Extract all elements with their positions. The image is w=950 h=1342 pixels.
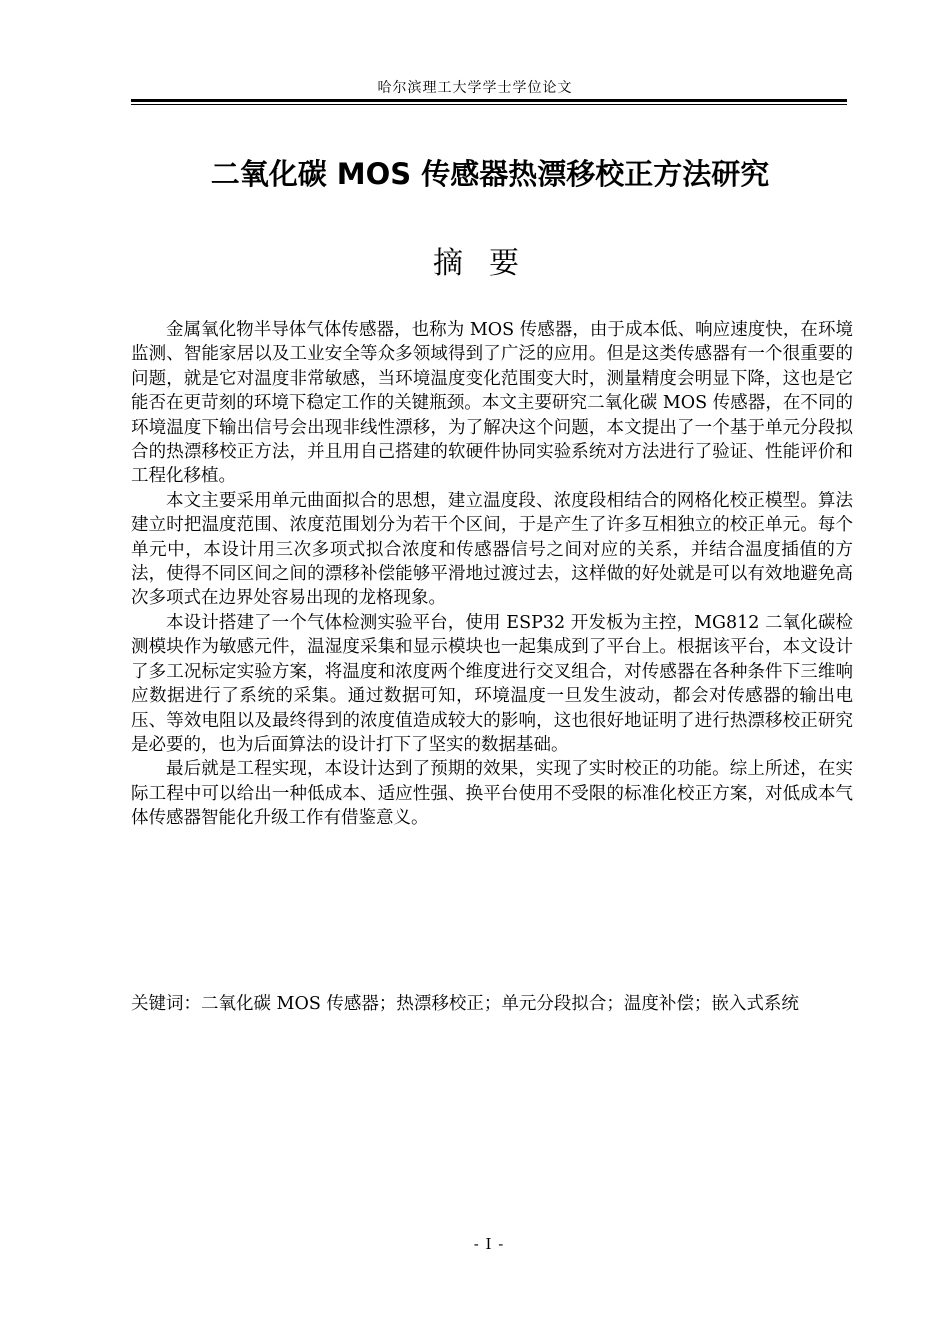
thesis-title: 二氧化碳 MOS 传感器热漂移校正方法研究: [210, 157, 770, 191]
abstract-paragraph-3: 本设计搭建了一个气体检测实验平台，使用 ESP32 开发板为主控，MG812 二氧化碳检测模块作为敏感元件，温湿度采集和显示模块也一起集成到了平台上。根据该平台，本文设计了多工况标定实验方案，将温度和浓度两个维度进行交叉组合，对传感器在各种条件下三维响应数据进行了系统的采集。通过数据可知，环境温度一旦发生波动，都会对传感器的输出电压、等效电阻以及最终得到的浓度值造成较大的影响，这也很好地证明了进行热漂移校正研究是必要的，也为后面算法的设计打下了坚实的数据基础。: [131, 612, 853, 755]
page-number: - I -: [473, 1235, 505, 1253]
keywords: [131, 988, 853, 1020]
abstract-paragraph-2: 本文主要采用单元曲面拟合的思想，建立温度段、浓度段相结合的网格化校正模型。算法建立时把温度范围、浓度范围划分为若干个区间，于是产生了许多互相独立的校正单元。每个单元中，本设计用三次多项式拟合浓度和传感器信号之间对应的关系，并结合温度插值的方法，使得不同区间之间的漂移补偿能够平滑地过渡过去，这样做的好处就是可以有效地避免高次多项式在边界处容易出现的龙格现象。: [131, 490, 853, 609]
header-rule-thick: [131, 99, 847, 102]
running-header: 哈尔滨理工大学学士学位论文: [377, 80, 573, 96]
keywords-text: 二氧化碳 MOS 传感器；热漂移校正；单元分段拟合；温度补偿；嵌入式系统: [201, 994, 799, 1014]
abstract-paragraph-1: 金属氧化物半导体气体传感器，也称为 MOS 传感器，由于成本低、响应速度快，在环境监测、智能家居以及工业安全等众多领域得到了广泛的应用。但是这类传感器有一个很重要的问题，就是它对温度非常敏感，当环境温度变化范围变大时，测量精度会明显下降，这也是它能否在更苛刻的环境下稳定工作的关键瓶颈。本文主要研究二氧化碳 MOS 传感器，在不同的环境温度下输出信号会出现非线性漂移，为了解决这个问题，本文提出了一个基于单元分段拟合的热漂移校正方法，并且用自己搭建的软硬件协同实验系统对方法进行了验证、性能评价和工程化移植。: [131, 320, 853, 487]
abstract-body: [131, 318, 853, 831]
abstract-heading: 摘要: [433, 246, 545, 281]
header-rule-thin: [131, 104, 847, 105]
abstract-paragraph-4: 最后就是工程实现，本设计达到了预期的效果，实现了实时校正的功能。综上所述，在实际工程中可以给出一种低成本、适应性强、换平台使用不受限的标准化校正方案，对低成本气体传感器智能化升级工作有借鉴意义。: [131, 759, 853, 829]
keywords-label: 关键词：: [131, 994, 201, 1014]
